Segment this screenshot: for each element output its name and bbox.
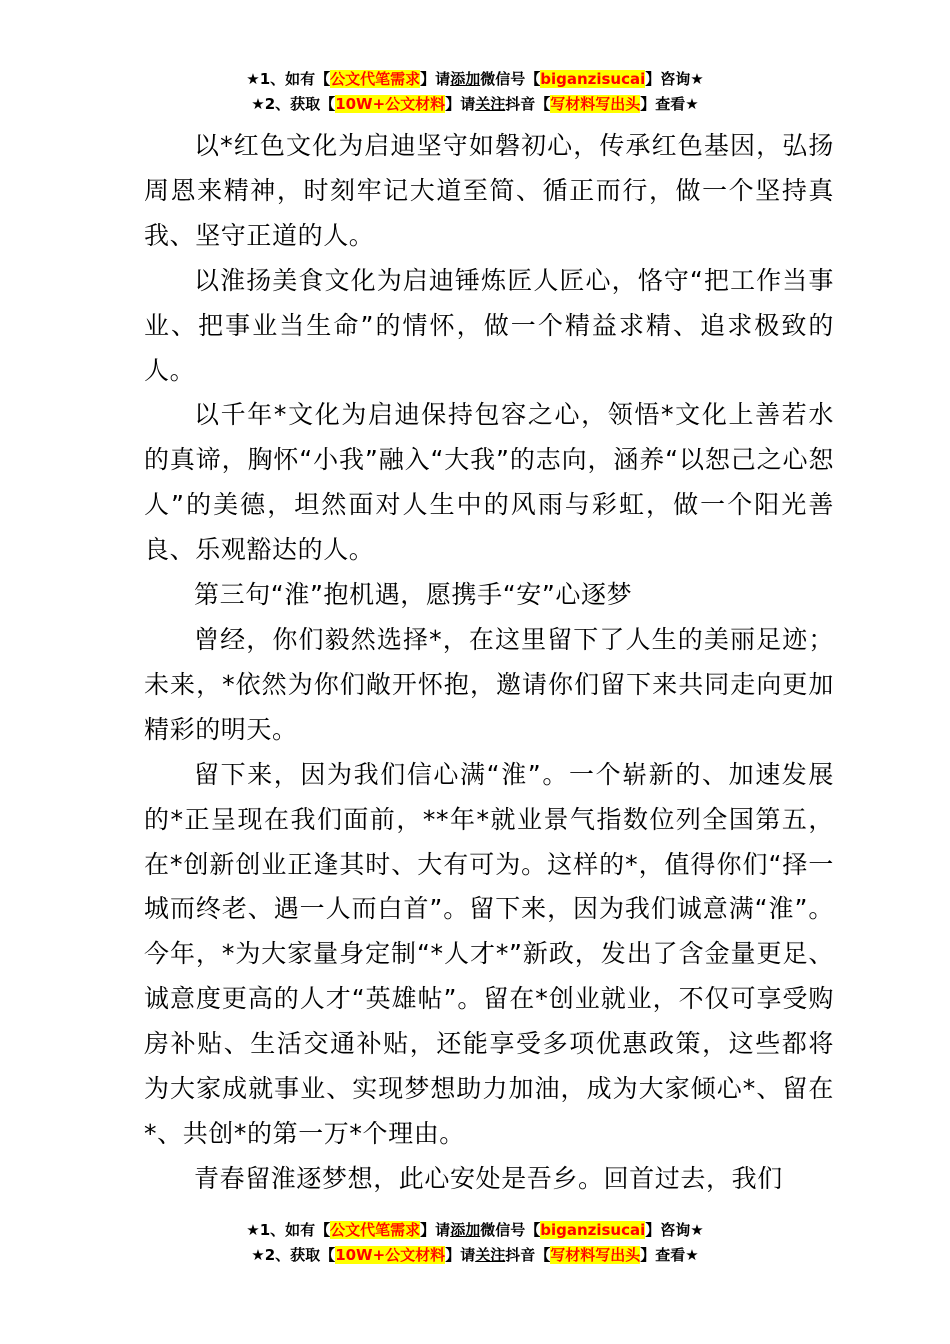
paragraph: 曾经，你们毅然选择*，在这里留下了人生的美丽足迹；未来，*依然为你们敞开怀抱，邀请你们留下来共同走向更加精彩的明天。 [144,624,834,744]
highlight-wechat-id: biganzisucai [540,70,646,88]
highlight-materials: 10W+公文材料 [335,95,446,113]
paragraph: 以淮扬美食文化为启迪锤炼匠人匠心，恪守“把工作当事业、把事业当生命”的情怀，做一个精益求精、追求极致的人。 [144,265,834,385]
banner-line-1: ★1、如有【公文代笔需求】请添加微信号【biganzisucai】咨询★ [246,1221,704,1239]
paragraph: 以*红色文化为启迪坚守如磐初心，传承红色基因，弘扬周恩来精神，时刻牢记大道至简、循正而行，做一个坚持真我、坚守正道的人。 [144,131,834,250]
paragraph: 留下来，因为我们信心满“淮”。一个崭新的、加速发展的*正呈现在我们面前，**年*就业景气指数位列全国第五，在*创新创业正逢其时、大有可为。这样的*，值得你们“择一城而终老、遇一人而白首”。留下来，因为我们诚意满“淮”。今年，*为大家量身定制“*人才*”新政，发出了含金量更足、诚意度更高的人才“英雄帖”。留在*创业就业，不仅可享受购房补贴、生活交通补贴，还能享受多项优惠政策，这些都将为大家成就事业、实现梦想助力加油，成为大家倾心*、留在*、共创*的第一万*个理由。 [144,759,834,1148]
highlight-materials: 10W+公文材料 [335,1246,446,1264]
header-banner [0,67,950,117]
section-heading: 第三句“淮”抱机遇，愿携手“安”心逐梦 [194,580,633,610]
paragraph: 青春留淮逐梦想，此心安处是吾乡。回首过去，我们 [194,1163,783,1193]
banner-line-2: ★2、获取【10W+公文材料】请关注抖音【写材料写出头】查看★ [251,1246,699,1264]
highlight-douyin-account: 写材料写出头 [550,95,641,113]
highlight-wechat-id: biganzisucai [540,1221,646,1239]
highlight-service: 公文代笔需求 [330,1221,421,1239]
highlight-service: 公文代笔需求 [330,70,421,88]
highlight-douyin-account: 写材料写出头 [550,1246,641,1264]
banner-line-2: ★2、获取【10W+公文材料】请关注抖音【写材料写出头】查看★ [251,95,699,113]
paragraph: 以千年*文化为启迪保持包容之心，领悟*文化上善若水的真谛，胸怀“小我”融入“大我”的志向，涵养“以恕己之心恕人”的美德，坦然面对人生中的风雨与彩虹，做一个阳光善良、乐观豁达的人。 [144,400,834,565]
footer-banner [0,1218,950,1268]
document-body [144,124,834,1202]
banner-line-1: ★1、如有【公文代笔需求】请添加微信号【biganzisucai】咨询★ [246,70,704,88]
